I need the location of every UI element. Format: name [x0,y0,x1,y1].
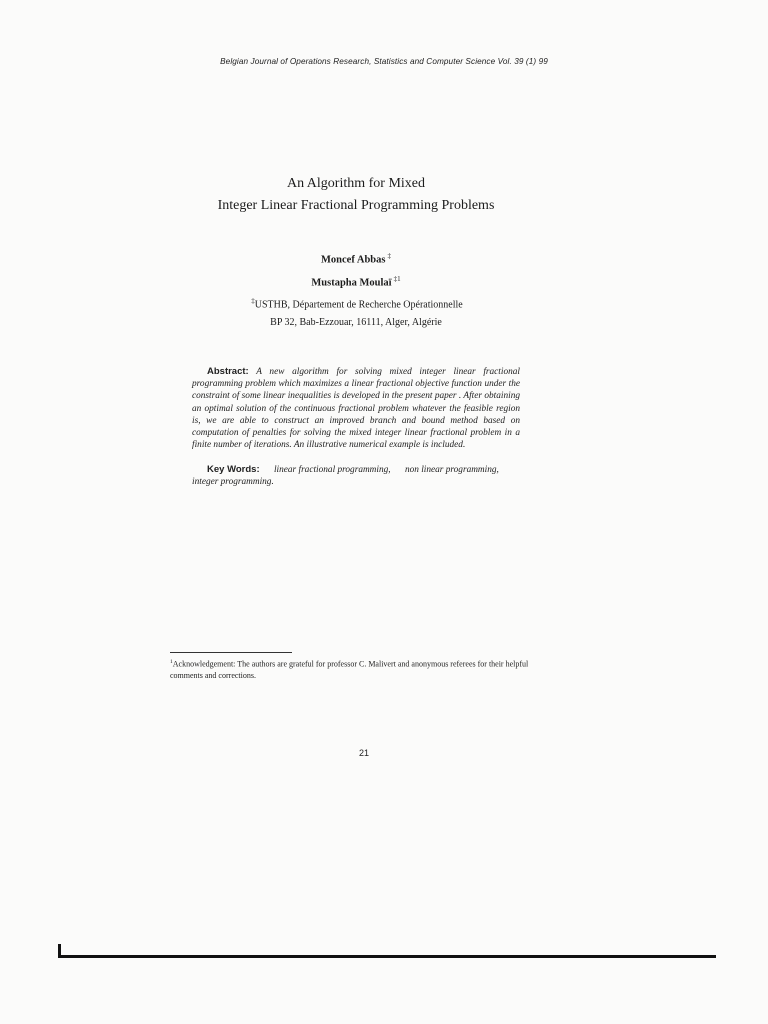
title-line-2: Integer Linear Fractional Programming Problems [217,198,495,213]
abstract [192,366,520,451]
keyword-item: integer programming. [192,477,274,488]
footnote-text: Acknowledgement: The authors are grateful for professor C. Malivert and anonymous referees for their helpful comments and corrections. [170,659,529,680]
affiliation-text: USTHB, Département de Recherche Opérationnelle [254,299,463,311]
author-name: Moncef Abbas [321,254,386,266]
abstract-label: Abstract: [207,366,249,377]
affiliation-line-2: BP 32, Bab-Ezzouar, 16111, Alger, Algérie [270,317,442,329]
title-line-1: An Algorithm for Mixed [286,176,426,191]
abstract-text: A new algorithm for solving mixed integer linear fractional programming problem which maximizes a linear fractional objective function under the constraint of some linear inequalities is developed in the present paper . After obtaining an optimal solution of the continuous fractional problem whatever the feasible region is, we are able to construct an improved branch and bound method based on computation of penalties for solving the mixed integer linear fractional problem in a finite number of iterations. An illustrative numerical example is included. [192,367,521,451]
author-mark: ‡ [387,252,391,260]
keyword-item: linear fractional programming, [273,465,391,475]
author-2 [0,270,712,293]
author-mark: ‡1 [393,274,401,283]
keywords-label: Key Words: [207,464,260,475]
keyword-item: non linear programming, [404,465,499,475]
scan-edge-bottom [60,955,716,958]
author-1 [0,247,712,270]
footnote-rule [170,652,292,653]
footnote [170,657,546,681]
page-number: 21 [358,748,369,758]
affiliation-mark: ‡ [251,297,255,305]
paper-title [0,173,712,217]
journal-header: Belgian Journal of Operations Research, Statistics and Computer Science Vol. 39 (1) 99 [220,57,548,66]
affiliation-line-1 [0,292,712,314]
author-name: Mustapha Moulaï [311,277,392,288]
keywords [192,464,520,488]
author-block [0,247,712,332]
footnote-mark: 1 [170,659,173,665]
